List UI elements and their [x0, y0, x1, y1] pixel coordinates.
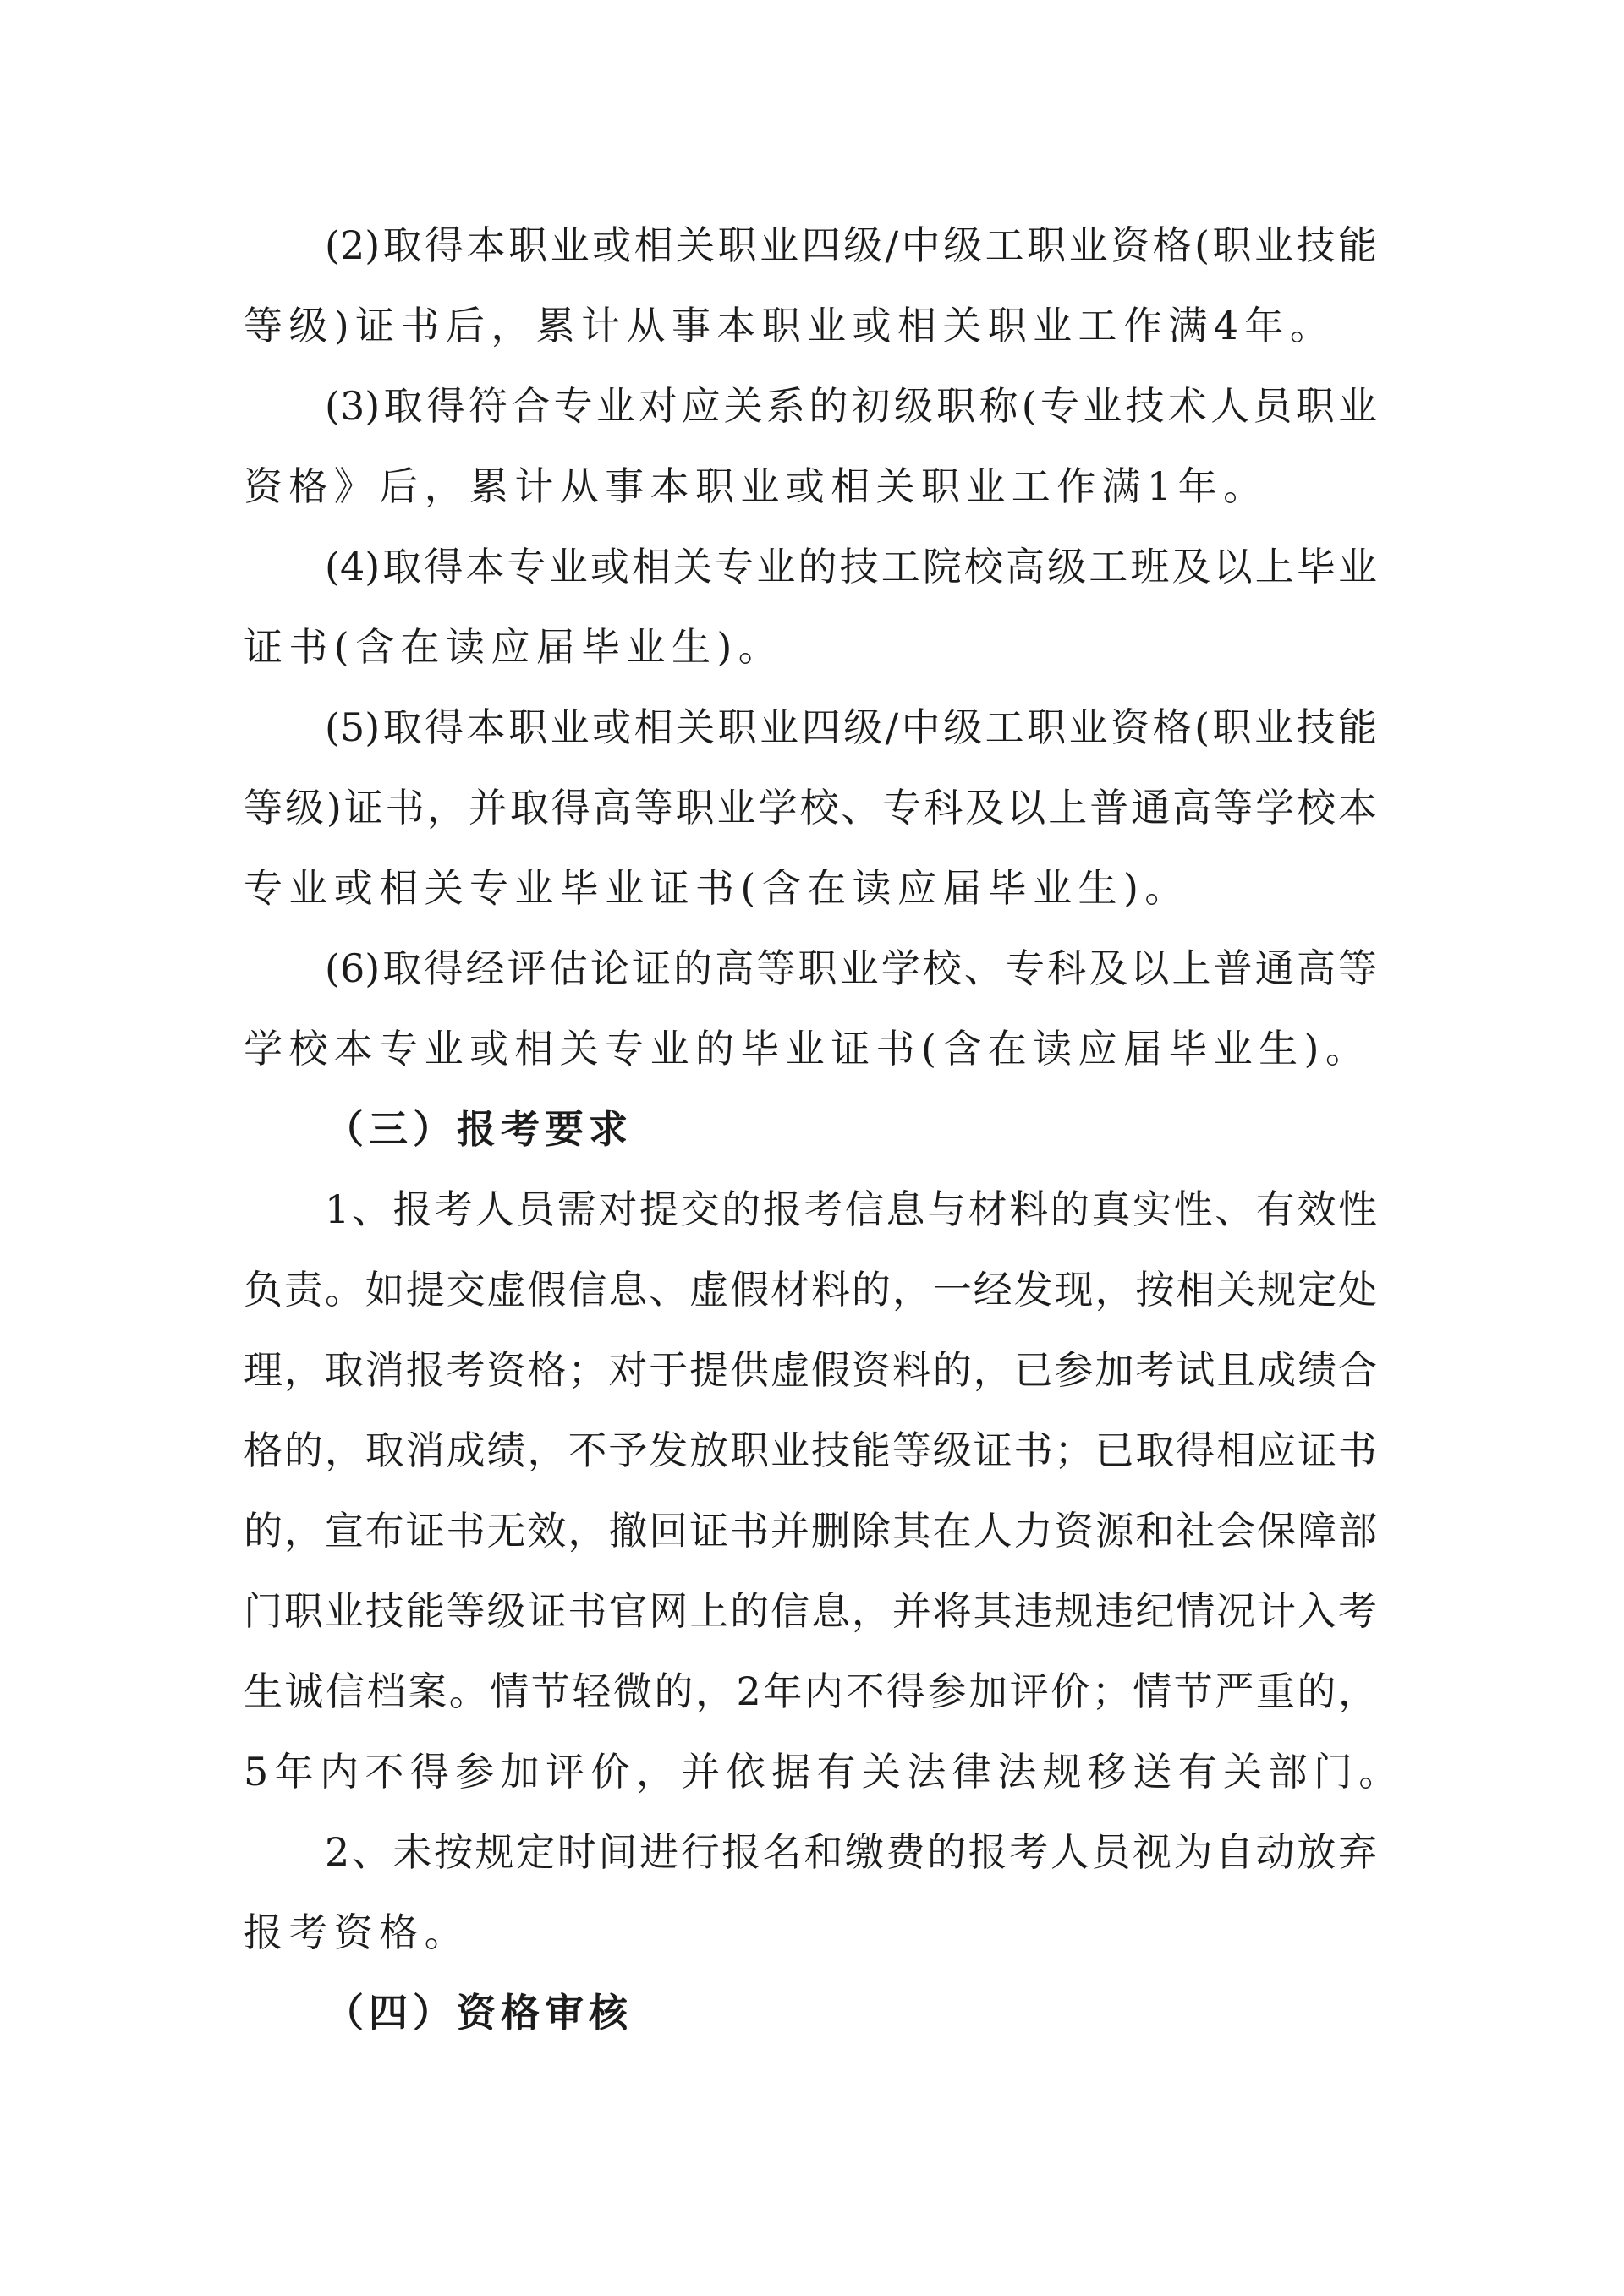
paragraph-line: 理，取消报考资格；对于提供虚假资料的，已参加考试且成绩合: [244, 1347, 1377, 1393]
paragraph-line: (2)取得本职业或相关职业四级/中级工职业资格(职业技能: [325, 222, 1377, 268]
paragraph-line: 1、报考人员需对提交的报考信息与材料的真实性、有效性: [325, 1186, 1377, 1232]
paragraph-line: (6)取得经评估论证的高等职业学校、专科及以上普通高等: [325, 945, 1377, 991]
section-heading: （四）资格审核: [325, 1990, 633, 2036]
paragraph-line: (5)取得本职业或相关职业四级/中级工职业资格(职业技能: [325, 704, 1377, 750]
paragraph-line: 2、未按规定时间进行报名和缴费的报考人员视为自动放弃: [325, 1829, 1377, 1875]
paragraph-line: 学校本专业或相关专业的毕业证书(含在读应届毕业生)。: [244, 1026, 1371, 1071]
paragraph-line: 等级)证书后，累计从事本职业或相关职业工作满4年。: [244, 303, 1336, 348]
paragraph-line: (3)取得符合专业对应关系的初级职称(专业技术人员职业: [325, 383, 1377, 429]
paragraph-line: 格的，取消成绩，不予发放职业技能等级证书；已取得相应证书: [244, 1427, 1377, 1473]
paragraph-line: 负责。如提交虚假信息、虚假材料的，一经发现，按相关规定处: [244, 1267, 1377, 1312]
section-heading: （三）报考要求: [325, 1106, 633, 1152]
paragraph-line: (4)取得本专业或相关专业的技工院校高级工班及以上毕业: [325, 544, 1377, 589]
paragraph-line: 5年内不得参加评价，并依据有关法律法规移送有关部门。: [244, 1749, 1404, 1795]
paragraph-line: 门职业技能等级证书官网上的信息，并将其违规违纪情况计入考: [244, 1588, 1377, 1634]
paragraph-line: 证书(含在读应届毕业生)。: [244, 624, 784, 670]
paragraph-line: 专业或相关专业毕业证书(含在读应届毕业生)。: [244, 865, 1190, 911]
paragraph-line: 资格》后，累计从事本职业或相关职业工作满1年。: [244, 463, 1269, 509]
paragraph-line: 生诚信档案。情节轻微的，2年内不得参加评价；情节严重的，: [244, 1669, 1377, 1714]
paragraph-line: 报考资格。: [244, 1910, 469, 1955]
paragraph-line: 等级)证书，并取得高等职业学校、专科及以上普通高等学校本: [244, 785, 1377, 830]
paragraph-line: 的，宣布证书无效，撤回证书并删除其在人力资源和社会保障部: [244, 1508, 1377, 1553]
